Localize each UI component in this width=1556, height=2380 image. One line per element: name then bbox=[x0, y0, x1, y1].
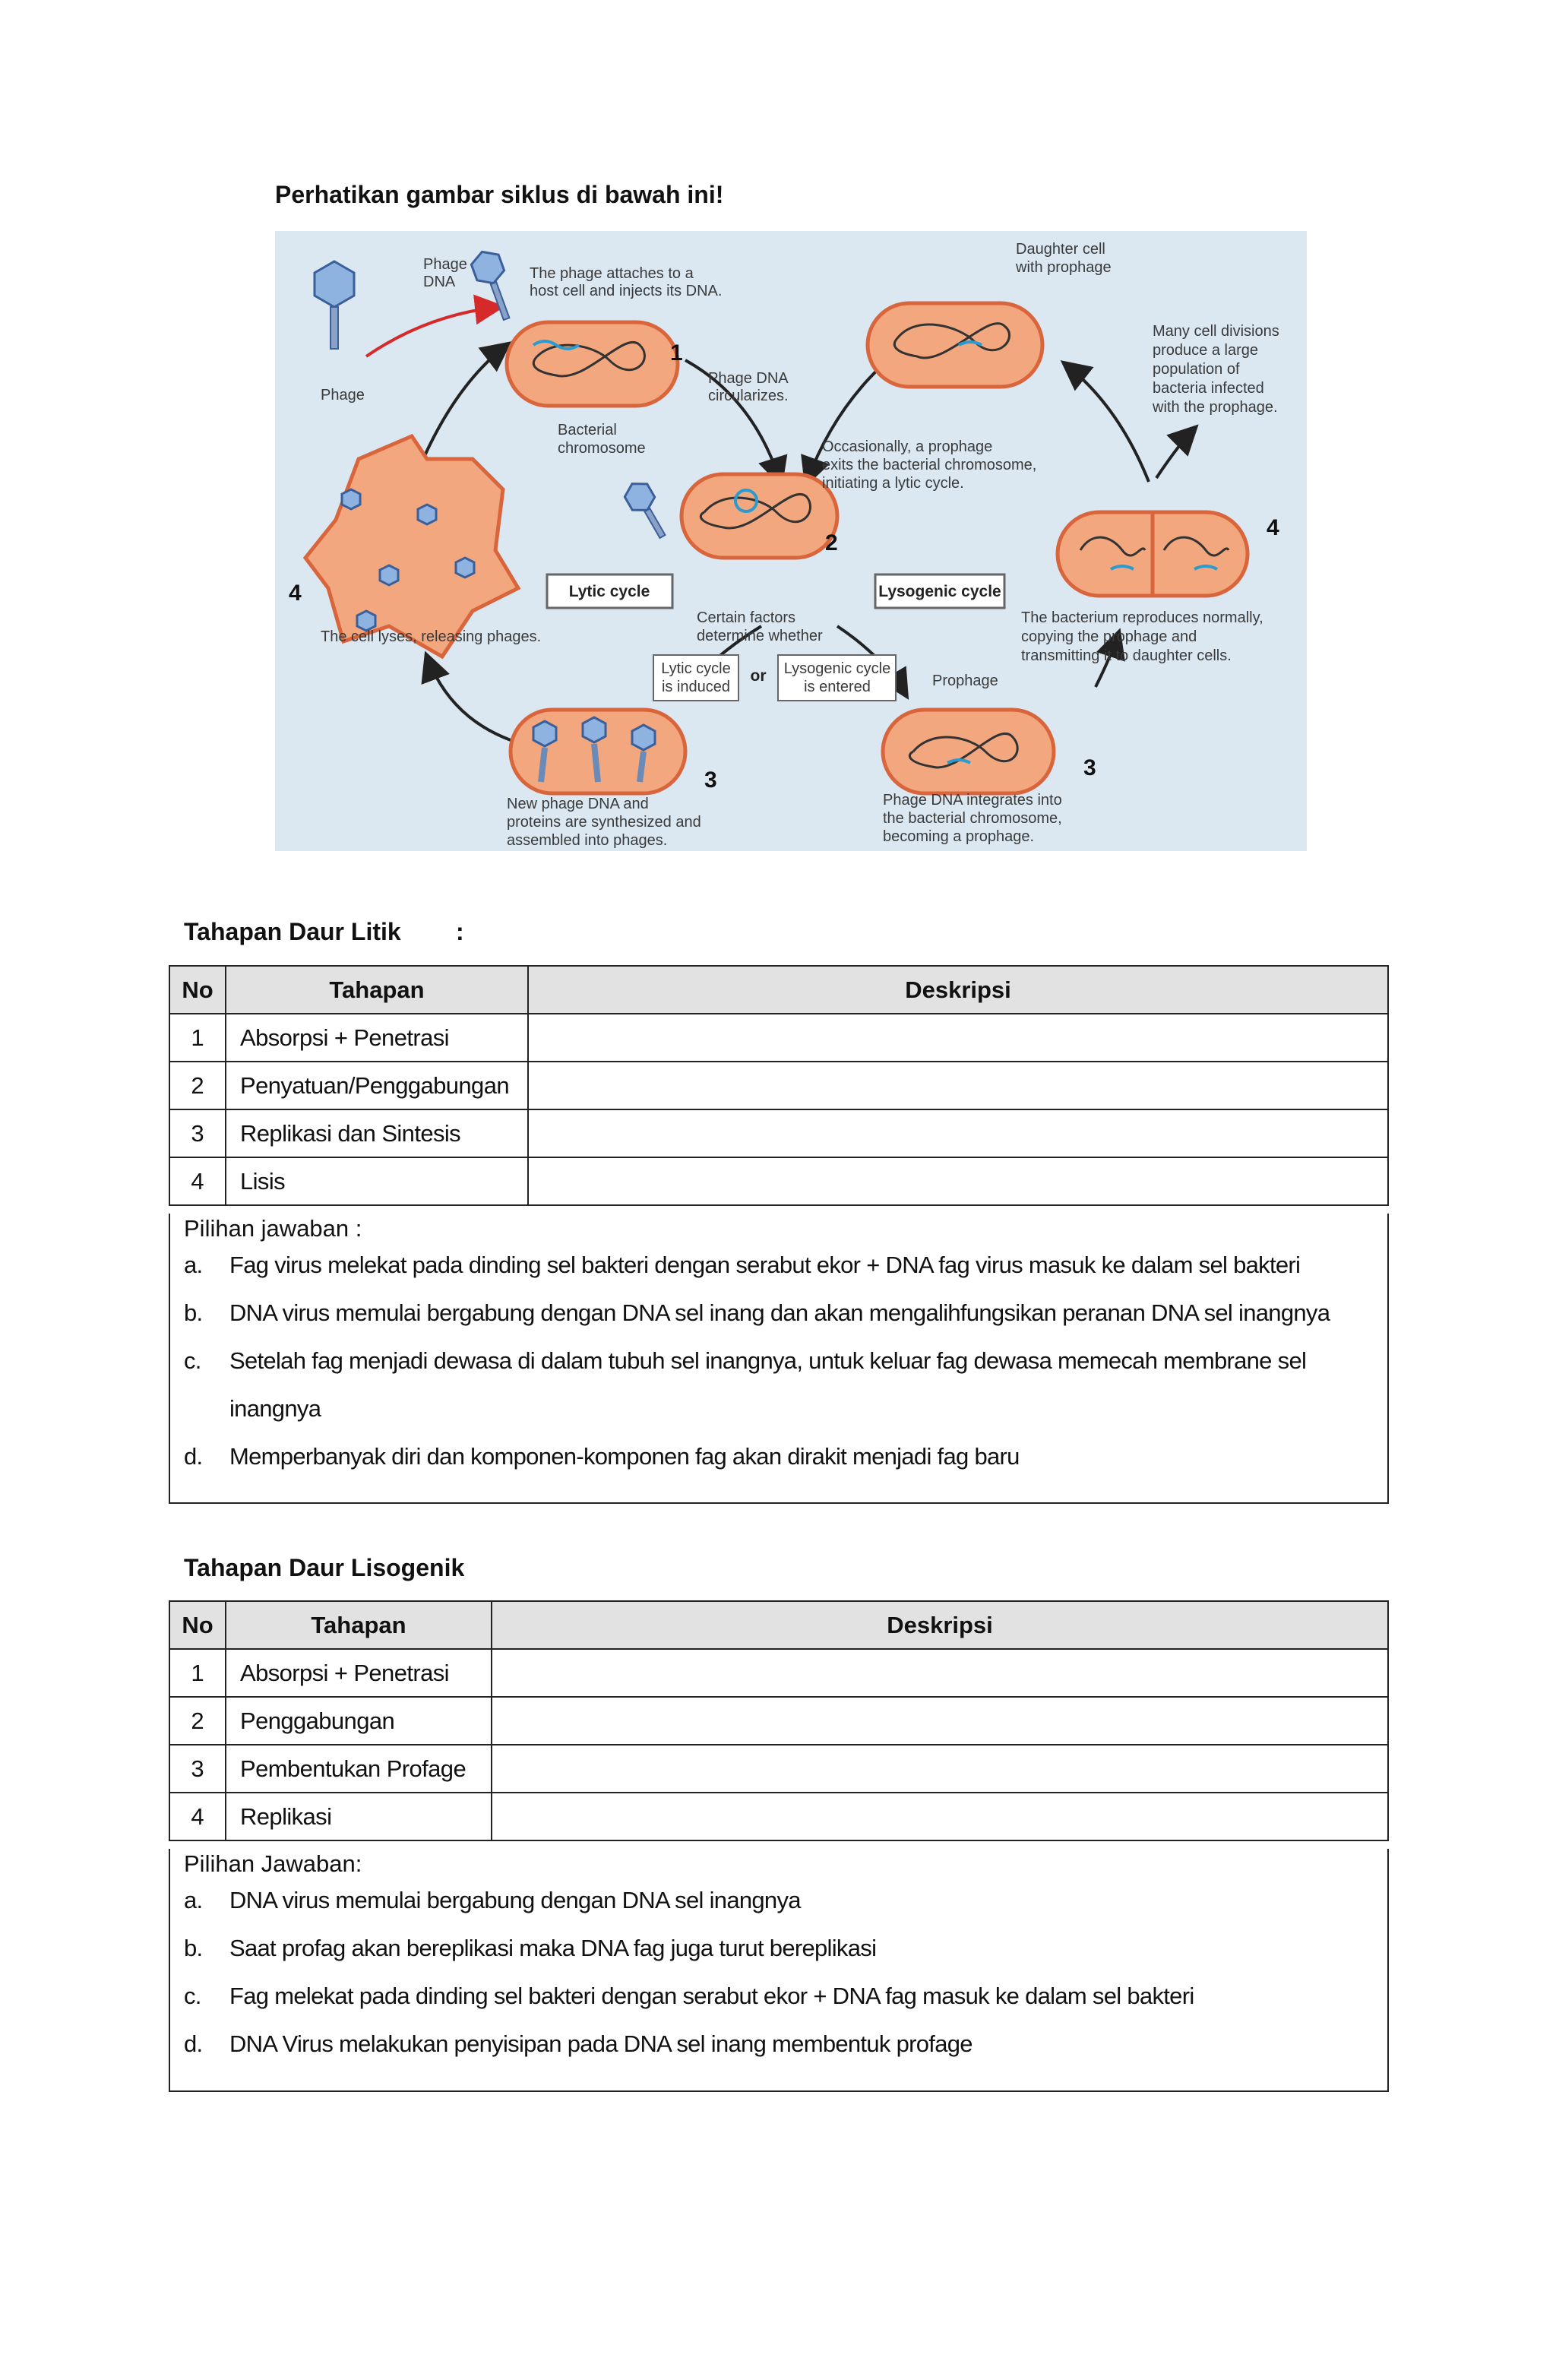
option-letter: b. bbox=[184, 1299, 203, 1326]
label-reproduces-2: copying the prophage and bbox=[1021, 628, 1197, 645]
option-letter: d. bbox=[184, 2030, 203, 2057]
lisogenik-header-tahapan: Tahapan bbox=[226, 1601, 492, 1649]
cell-factors bbox=[682, 474, 837, 558]
row-deskripsi-input[interactable] bbox=[528, 1157, 1388, 1205]
litik-header-no: No bbox=[169, 966, 226, 1014]
option-text: Saat profag akan bereplikasi maka DNA fag juga turut bereplikasi bbox=[229, 1935, 877, 1961]
label-phage-dna-2: DNA bbox=[423, 274, 456, 290]
option-letter: c. bbox=[184, 1347, 201, 1374]
table-row bbox=[169, 1697, 1388, 1745]
row-no: 1 bbox=[169, 1014, 226, 1062]
list-item bbox=[184, 1337, 1377, 1432]
label-induced-2: is induced bbox=[661, 679, 731, 695]
lisogenik-table bbox=[169, 1600, 1389, 1841]
label-entered-1: Lysogenic cycle bbox=[783, 660, 891, 677]
option-letter: a. bbox=[184, 1252, 203, 1278]
table-row bbox=[169, 1745, 1388, 1793]
phage-cycle-figure bbox=[275, 231, 1307, 851]
row-no: 1 bbox=[169, 1649, 226, 1697]
label-new-3: assembled into phages. bbox=[507, 832, 668, 849]
label-phage-dna-1: Phage bbox=[423, 256, 467, 273]
cell-dividing bbox=[1058, 512, 1248, 596]
litik-header-tahapan: Tahapan bbox=[226, 966, 528, 1014]
row-tahapan: Absorpsi + Penetrasi bbox=[226, 1014, 528, 1062]
list-item bbox=[184, 1241, 1377, 1289]
number-3-left: 3 bbox=[704, 767, 717, 793]
label-circ-2: circularizes. bbox=[708, 388, 789, 404]
row-no: 3 bbox=[169, 1745, 226, 1793]
label-daughter-2: with prophage bbox=[1016, 259, 1112, 276]
row-no: 2 bbox=[169, 1697, 226, 1745]
list-item bbox=[184, 1972, 1377, 2020]
option-text: Fag virus melekat pada dinding sel bakteri dengan serabut ekor + DNA fag virus masuk ke dalam sel bakteri bbox=[229, 1252, 1301, 1278]
option-letter: a. bbox=[184, 1887, 203, 1913]
label-attach-2: host cell and injects its DNA. bbox=[530, 283, 723, 299]
label-lyses: The cell lyses, releasing phages. bbox=[321, 628, 542, 645]
row-deskripsi-input[interactable] bbox=[492, 1649, 1388, 1697]
label-many-4: bacteria infected bbox=[1153, 380, 1264, 397]
label-integ-1: Phage DNA integrates into bbox=[883, 792, 1062, 809]
litik-header-deskripsi: Deskripsi bbox=[528, 966, 1388, 1014]
row-tahapan: Lisis bbox=[226, 1157, 528, 1205]
table-row bbox=[169, 1649, 1388, 1697]
litik-table bbox=[169, 965, 1389, 1206]
row-tahapan: Pembentukan Profage bbox=[226, 1745, 492, 1793]
lisogenik-title: Tahapan Daur Lisogenik bbox=[184, 1554, 465, 1581]
option-text: Fag melekat pada dinding sel bakteri dengan serabut ekor + DNA fag masuk ke dalam sel bakteri bbox=[229, 1983, 1194, 2009]
table-row bbox=[169, 1109, 1388, 1157]
option-text: DNA Virus melakukan penyisipan pada DNA sel inang membentuk profage bbox=[229, 2030, 972, 2057]
label-prophage: Prophage bbox=[932, 673, 998, 689]
label-bact-1: Bacterial bbox=[558, 422, 617, 438]
row-tahapan: Penyatuan/Penggabungan bbox=[226, 1062, 528, 1109]
row-tahapan: Penggabungan bbox=[226, 1697, 492, 1745]
lisogenik-header-no: No bbox=[169, 1601, 226, 1649]
litik-options bbox=[169, 1214, 1389, 1504]
table-row bbox=[169, 1014, 1388, 1062]
litik-title: Tahapan Daur Litik bbox=[184, 918, 401, 945]
litik-options-title: Pilihan jawaban : bbox=[184, 1215, 362, 1242]
list-item bbox=[184, 1289, 1377, 1337]
label-or: or bbox=[750, 667, 767, 685]
option-text: Memperbanyak diri dan komponen-komponen fag akan dirakit menjadi fag baru bbox=[229, 1443, 1020, 1470]
litik-header-row bbox=[169, 966, 1388, 1014]
row-tahapan: Replikasi dan Sintesis bbox=[226, 1109, 528, 1157]
label-induced-1: Lytic cycle bbox=[661, 660, 731, 677]
cell-integration bbox=[883, 710, 1054, 793]
row-no: 3 bbox=[169, 1109, 226, 1157]
list-item bbox=[184, 1924, 1377, 1972]
label-integ-2: the bacterial chromosome, bbox=[883, 810, 1062, 827]
row-tahapan: Absorpsi + Penetrasi bbox=[226, 1649, 492, 1697]
list-item bbox=[184, 1876, 1377, 1924]
option-letter: c. bbox=[184, 1983, 201, 2009]
label-entered-2: is entered bbox=[804, 679, 871, 695]
label-attach-1: The phage attaches to a bbox=[530, 265, 694, 282]
number-2: 2 bbox=[825, 530, 838, 555]
row-deskripsi-input[interactable] bbox=[492, 1793, 1388, 1840]
label-new-1: New phage DNA and bbox=[507, 796, 649, 812]
label-lysogenic-cycle: Lysogenic cycle bbox=[878, 583, 1001, 600]
cell-daughter-prophage bbox=[868, 303, 1042, 387]
label-many-2: produce a large bbox=[1153, 342, 1258, 359]
row-deskripsi-input[interactable] bbox=[492, 1745, 1388, 1793]
row-no: 4 bbox=[169, 1793, 226, 1840]
lisogenik-header-deskripsi: Deskripsi bbox=[492, 1601, 1388, 1649]
cell-synthesis bbox=[511, 710, 685, 793]
label-occ-1: Occasionally, a prophage bbox=[822, 438, 993, 455]
label-daughter-1: Daughter cell bbox=[1016, 241, 1105, 258]
label-reproduces-3: transmitting it to daughter cells. bbox=[1021, 647, 1232, 664]
label-many-3: population of bbox=[1153, 361, 1240, 378]
label-reproduces-1: The bacterium reproduces normally, bbox=[1021, 609, 1263, 626]
option-text: DNA virus memulai bergabung dengan DNA sel inang dan akan mengalihfungsikan peranan DNA sel inangnya bbox=[229, 1299, 1330, 1326]
row-deskripsi-input[interactable] bbox=[528, 1014, 1388, 1062]
label-occ-2: exits the bacterial chromosome, bbox=[822, 457, 1037, 473]
label-many-5: with the prophage. bbox=[1153, 399, 1278, 416]
label-certain-2: determine whether bbox=[697, 628, 823, 644]
cell-attach-inject bbox=[507, 322, 678, 406]
intro-instruction: Perhatikan gambar siklus di bawah ini! bbox=[275, 181, 724, 208]
row-deskripsi-input[interactable] bbox=[528, 1062, 1388, 1109]
table-row bbox=[169, 1157, 1388, 1205]
label-lytic-cycle: Lytic cycle bbox=[568, 583, 650, 600]
number-4-left: 4 bbox=[289, 581, 302, 606]
lisogenik-options bbox=[169, 1849, 1389, 2092]
number-1: 1 bbox=[670, 340, 683, 366]
list-item bbox=[184, 1432, 1377, 1480]
row-tahapan: Replikasi bbox=[226, 1793, 492, 1840]
label-integ-3: becoming a prophage. bbox=[883, 828, 1035, 845]
row-no: 4 bbox=[169, 1157, 226, 1205]
row-no: 2 bbox=[169, 1062, 226, 1109]
option-letter: d. bbox=[184, 1443, 203, 1470]
lisogenik-options-title: Pilihan Jawaban: bbox=[184, 1850, 362, 1877]
label-circ-1: Phage DNA bbox=[708, 370, 789, 387]
table-row bbox=[169, 1062, 1388, 1109]
option-text: DNA virus memulai bergabung dengan DNA sel inangnya bbox=[229, 1887, 801, 1913]
label-bact-2: chromosome bbox=[558, 440, 646, 457]
table-row bbox=[169, 1793, 1388, 1840]
number-4-right: 4 bbox=[1267, 515, 1279, 540]
option-letter: b. bbox=[184, 1935, 203, 1961]
number-3-right: 3 bbox=[1083, 755, 1096, 780]
label-certain-1: Certain factors bbox=[697, 609, 796, 626]
row-deskripsi-input[interactable] bbox=[492, 1697, 1388, 1745]
label-occ-3: initiating a lytic cycle. bbox=[822, 475, 964, 492]
lisogenik-header-row bbox=[169, 1601, 1388, 1649]
litik-title-colon: : bbox=[456, 918, 464, 945]
list-item bbox=[184, 2020, 1377, 2068]
option-text: Setelah fag menjadi dewasa di dalam tubuh sel inangnya, untuk keluar fag dewasa memecah membrane sel inangnya bbox=[229, 1347, 1307, 1422]
row-deskripsi-input[interactable] bbox=[528, 1109, 1388, 1157]
label-new-2: proteins are synthesized and bbox=[507, 814, 701, 831]
label-many-1: Many cell divisions bbox=[1153, 323, 1279, 340]
label-phage: Phage bbox=[321, 387, 365, 404]
